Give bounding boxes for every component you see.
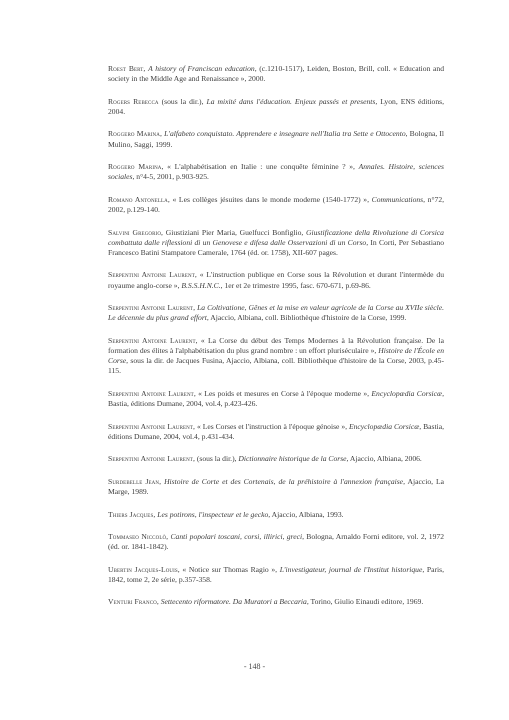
entry-title: La mixité dans l'éducation. Enjeux passés et presents <box>206 96 376 106</box>
entry-author: Surdebelle Jean, <box>108 476 162 486</box>
entry-text: Giustiziani Pier Maria, Guelfucci Bonfiglio, <box>163 227 307 237</box>
entry-title: Settecento riformatore. Da Muratori a Beccaria <box>160 597 307 607</box>
entry-author: Romano Antonella, <box>108 194 170 204</box>
entry-title: Encyclopædia Corsicæ <box>348 421 420 431</box>
bibliography-entry <box>108 336 444 377</box>
entry-text: (sous la dir.), <box>158 96 207 106</box>
entry-details: , Bastia, éditions Dumane, 2004, vol.4, p.431-434. <box>108 421 444 441</box>
entry-title: Canti popolari toscani, corsi, illirici, greci <box>170 532 303 542</box>
entry-details: , Torino, Giulio Einaudi editore, 1969. <box>306 597 424 607</box>
entry-details: , Bologna, Arnaldo Forni editore, vol. 2, 1972 (éd. or. 1841-1842). <box>108 532 444 552</box>
entry-title: Histoire de l'École en Corse <box>108 346 444 366</box>
bibliography-entry <box>108 389 444 409</box>
bibliography-entry <box>108 64 444 84</box>
entry-author: Tommaseo Niccolò, <box>108 532 169 542</box>
entry-author: Roggero Marina, <box>108 129 162 139</box>
entry-details: , sous la dir. de Jacques Fusina, Ajaccio, Albiana, coll. Bibliothèque d'histoire de la Corse, 2003, p.45-115. <box>108 356 444 376</box>
entry-text: « L'alphabétisation en Italie : une conquête féminine ? », <box>163 162 359 172</box>
entry-title: Annales. Histoire, sciences sociales <box>108 162 444 182</box>
bibliography-entry <box>108 195 444 215</box>
entry-title: L'alfabeto conquistato. Apprendere e insegnare nell'Italia tra Sette e Ottocento <box>164 129 406 139</box>
entry-details: , In Corti, Per Sebastiano Francesco Batini Stampatore Camerale, 1764 (éd. or. 1758), XII-607 pages. <box>108 237 444 257</box>
entry-author: Serpentini Antoine Laurent, <box>108 454 195 464</box>
bibliography-entry <box>108 303 444 323</box>
entry-details: , Lyon, ENS éditions, 2004. <box>108 96 444 116</box>
bibliography-entry <box>108 510 444 520</box>
entry-title: A history of Franciscan education <box>148 64 255 73</box>
bibliography-list <box>108 64 444 618</box>
bibliography-entry <box>108 270 444 290</box>
entry-text: « Notice sur Thomas Ragio », <box>179 564 280 574</box>
entry-details: , 1er et 2e trimestre 1995, fasc. 670-671, p.69-86. <box>220 280 371 290</box>
entry-text: « L'instruction publique en Corse sous la Révolution et durant l'intermède du royaume anglo-corse », <box>108 270 444 290</box>
bibliography-entry <box>108 228 444 259</box>
entry-text: « Les poids et mesures en Corse à l'époque moderne », <box>195 388 372 398</box>
entry-author: Serpentini Antoine Laurent, <box>108 270 197 280</box>
bibliography-entry <box>108 129 444 149</box>
entry-author: Serpentini Antoine Laurent, <box>108 303 196 313</box>
entry-details: , Bastia, éditions Dumane, 2004, vol.4, p.423-426. <box>108 388 444 409</box>
bibliography-entry <box>108 565 444 585</box>
entry-text: « Les collèges jésuites dans le monde moderne (1540-1772) », <box>169 194 372 204</box>
entry-author: Ubertin Jacques-Louis, <box>108 564 180 574</box>
entry-title: Les potirons, l'inspecteur et le gecko <box>157 509 269 519</box>
entry-author: Salvini Gregorio, <box>108 227 164 237</box>
entry-text: « Les Corses et l'instruction à l'époque génoise », <box>195 421 349 431</box>
bibliography-entry <box>108 162 444 182</box>
entry-text: « La Corse du début des Temps Modernes à la Révolution française. De la formation des élites à l'alphabétisation du plus grand nombre : un effort pluriséculaire », <box>108 335 444 356</box>
entry-author: Roest Bert, <box>108 64 146 73</box>
entry-title: Dictionnaire historique de la Corse <box>238 454 347 464</box>
entry-details: , Ajaccio, Albiana, 1993. <box>268 509 344 519</box>
bibliography-entry <box>108 454 444 464</box>
bibliography-entry <box>108 532 444 552</box>
entry-author: Roggero Marina, <box>108 162 164 172</box>
entry-title: L'investigateur, journal de l'Institut historique <box>279 564 423 574</box>
bibliography-entry <box>108 477 444 497</box>
entry-author: Serpentini Antoine Laurent, <box>108 335 198 345</box>
entry-details: , Ajaccio, Albiana, coll. Bibliothèque d'histoire de la Corse, 1999. <box>206 313 407 323</box>
bibliography-entry <box>108 597 444 607</box>
bibliography-entry <box>108 422 444 442</box>
entry-details: , n°72, 2002, p.129-140. <box>108 194 445 215</box>
entry-details: , Ajaccio, Albiana, 2006. <box>346 454 422 464</box>
page-number: - 148 - <box>243 662 266 671</box>
entry-title: Histoire de Corte et des Cortenais, de la préhistoire à l'annexion française <box>164 476 404 486</box>
entry-details: , Ajaccio, La Marge, 1989. <box>108 476 445 497</box>
entry-author: Rogers Rebecca <box>108 96 159 106</box>
entry-title: B.S.S.H.N.C. <box>181 280 221 290</box>
bibliography-entry <box>108 97 444 117</box>
entry-details: , n°4-5, 2001, p.903-925. <box>132 172 209 182</box>
entry-author: Venturi Franco, <box>108 597 159 607</box>
entry-text: (sous la dir.), <box>194 454 239 464</box>
entry-author: Serpentini Antoine Laurent, <box>108 421 196 431</box>
entry-author: Thiers Jacques, <box>108 509 156 519</box>
entry-details: , Bologna, Il Mulino, Saggi, 1999. <box>108 129 445 149</box>
entry-author: Serpentini Antoine Laurent, <box>108 388 196 398</box>
entry-title: Encyclopædia Corsicæ <box>371 388 443 398</box>
entry-title: La Coltivatione, Gênes et la mise en valeur agricole de la Corse au XVIIe siècle. Le décennie du plus grand effort <box>108 303 444 323</box>
entry-details: , Paris, 1842, tome 2, 2e série, p.357-358. <box>108 564 444 584</box>
entry-details: , (c.1210-1517), Leiden, Boston, Brill, coll. « Education and society in the Middle Age and Renaissance », 2000. <box>108 64 444 84</box>
entry-title: Giustificazione della Rivoluzione di Corsica combattuta dalle riflessioni di un Genovese e difesa dalle Osservazioni di un Corso <box>108 227 444 247</box>
entry-title: Communications <box>371 194 424 204</box>
